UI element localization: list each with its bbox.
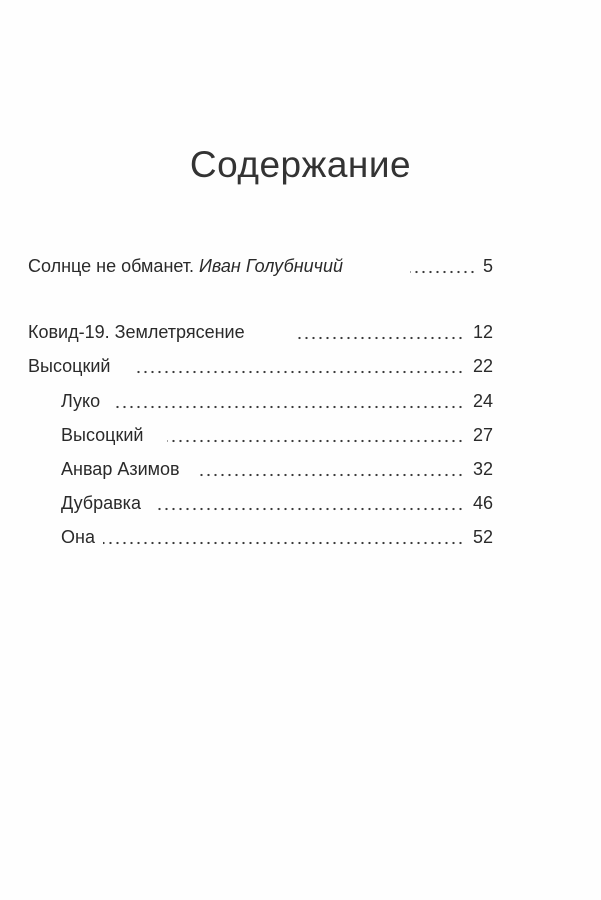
toc-entry-label xyxy=(28,252,347,280)
dot-leader xyxy=(112,405,464,409)
toc-entry[interactable] xyxy=(0,252,601,280)
toc-entry-title: Солнце не обманет. xyxy=(28,256,200,276)
toc-entry-title: Высоцкий xyxy=(61,421,147,449)
page-title: Содержание xyxy=(189,144,412,185)
dot-leader xyxy=(296,336,464,340)
toc-entry-page-number: 5 xyxy=(479,252,493,280)
toc-entry-page-number: 12 xyxy=(469,318,493,346)
toc-entry[interactable] xyxy=(0,489,601,517)
toc-entry[interactable] xyxy=(0,318,601,346)
toc-entry[interactable] xyxy=(0,421,601,449)
toc-entry-page-number: 24 xyxy=(469,387,493,415)
dot-leader xyxy=(134,370,464,374)
dot-leader xyxy=(410,270,476,274)
toc-entry-author: Иван Голубничий xyxy=(199,256,343,276)
toc-entry[interactable] xyxy=(0,523,601,551)
toc-entry[interactable] xyxy=(0,455,601,483)
toc-entry-title: Она xyxy=(61,523,99,551)
toc-entry-title: Дубравка xyxy=(61,489,145,517)
toc-entry-title: Ковид-19. Землетрясение xyxy=(28,318,249,346)
dot-leader xyxy=(158,507,464,511)
dot-leader xyxy=(103,541,464,545)
toc-entry-page-number: 46 xyxy=(469,489,493,517)
dot-leader xyxy=(167,439,464,443)
toc-entry-page-number: 27 xyxy=(469,421,493,449)
toc-entry-page-number: 52 xyxy=(469,523,493,551)
toc-entry-page-number: 22 xyxy=(469,352,493,380)
toc-entry-title: Луко xyxy=(61,387,104,415)
toc-entry-title: Высоцкий xyxy=(28,352,114,380)
toc-entry[interactable] xyxy=(0,387,601,415)
toc-entry-page-number: 32 xyxy=(469,455,493,483)
dot-leader xyxy=(198,473,464,477)
toc-entry[interactable] xyxy=(0,352,601,380)
toc-entry-title: Анвар Азимов xyxy=(61,455,184,483)
